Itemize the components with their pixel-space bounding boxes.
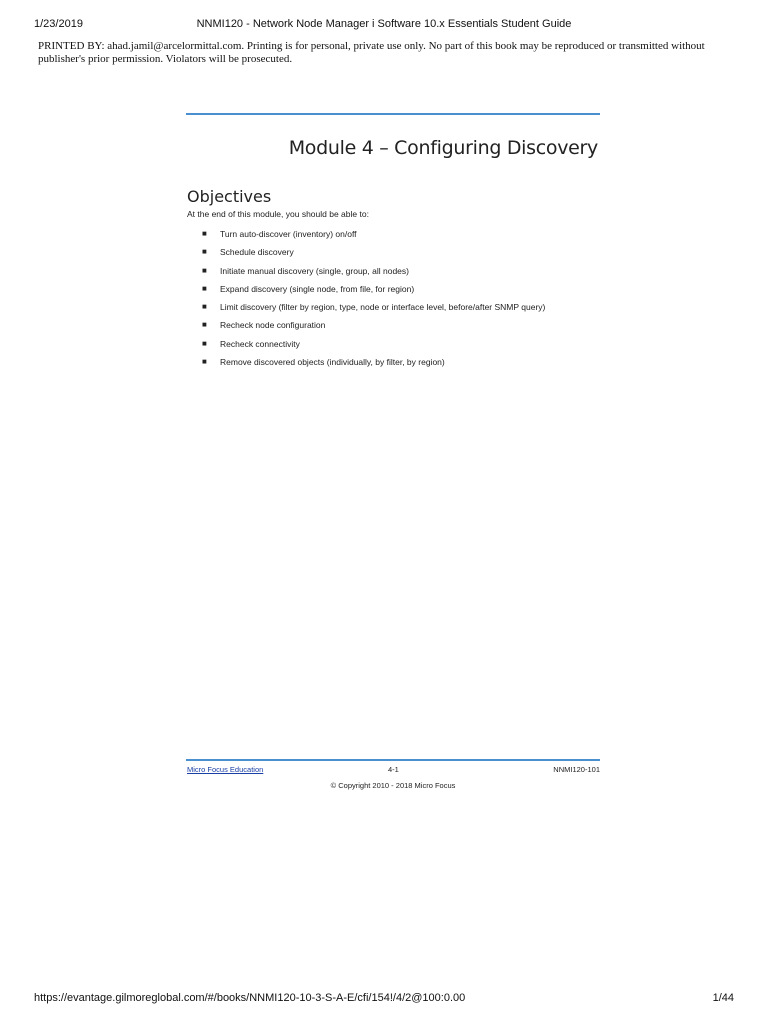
print-document-title: NNMI120 - Network Node Manager i Software 10.x Essentials Student Guide	[196, 18, 572, 30]
bullet-icon: ■	[202, 247, 207, 257]
objective-text: Schedule discovery	[220, 247, 294, 258]
objective-text: Recheck connectivity	[220, 338, 300, 349]
print-date: 1/23/2019	[34, 18, 83, 30]
bullet-icon: ■	[202, 302, 207, 312]
objective-text: Initiate manual discovery (single, group, all nodes)	[220, 265, 409, 276]
footer-page-number: 4-1	[388, 765, 399, 774]
bottom-rule	[186, 759, 600, 761]
footer-course-code: NNMI120-101	[553, 765, 600, 774]
bullet-icon: ■	[202, 338, 207, 348]
objective-text: Recheck node configuration	[220, 320, 326, 331]
print-page-count: 1/44	[712, 992, 734, 1004]
objective-text: Turn auto-discover (inventory) on/off	[220, 229, 357, 239]
top-rule	[186, 113, 600, 115]
module-title: Module 4 – Configuring Discovery	[288, 137, 598, 159]
bullet-icon: ■	[202, 265, 207, 275]
printed-by-notice: PRINTED BY: ahad.jamil@arcelormittal.com. Printing is for personal, private use only. No part of this book may be reproduced or transmitted without publisher's prior permission. Violators will be prosecuted.	[38, 40, 705, 65]
objectives-intro: At the end of this module, you should be able to:	[187, 209, 369, 219]
objectives-heading: Objectives	[187, 187, 272, 206]
print-url: https://evantage.gilmoreglobal.com/#/books/NNMI120-10-3-S-A-E/cfi/154!/4/2@100:0.00	[34, 992, 466, 1004]
footer-publisher-link[interactable]: Micro Focus Education	[187, 765, 264, 774]
bullet-icon: ■	[202, 357, 207, 367]
document-page	[186, 113, 600, 803]
bullet-icon: ■	[202, 229, 207, 238]
objective-text: Limit discovery (filter by region, type, node or interface level, before/after SNMP query)	[220, 302, 546, 313]
bullet-icon: ■	[202, 283, 207, 293]
bullet-icon: ■	[202, 320, 207, 330]
objective-text: Remove discovered objects (individually, by filter, by region)	[220, 357, 445, 368]
copyright-notice: © Copyright 2010 - 2018 Micro Focus	[330, 781, 456, 790]
objective-text: Expand discovery (single node, from file, for region)	[220, 283, 415, 294]
